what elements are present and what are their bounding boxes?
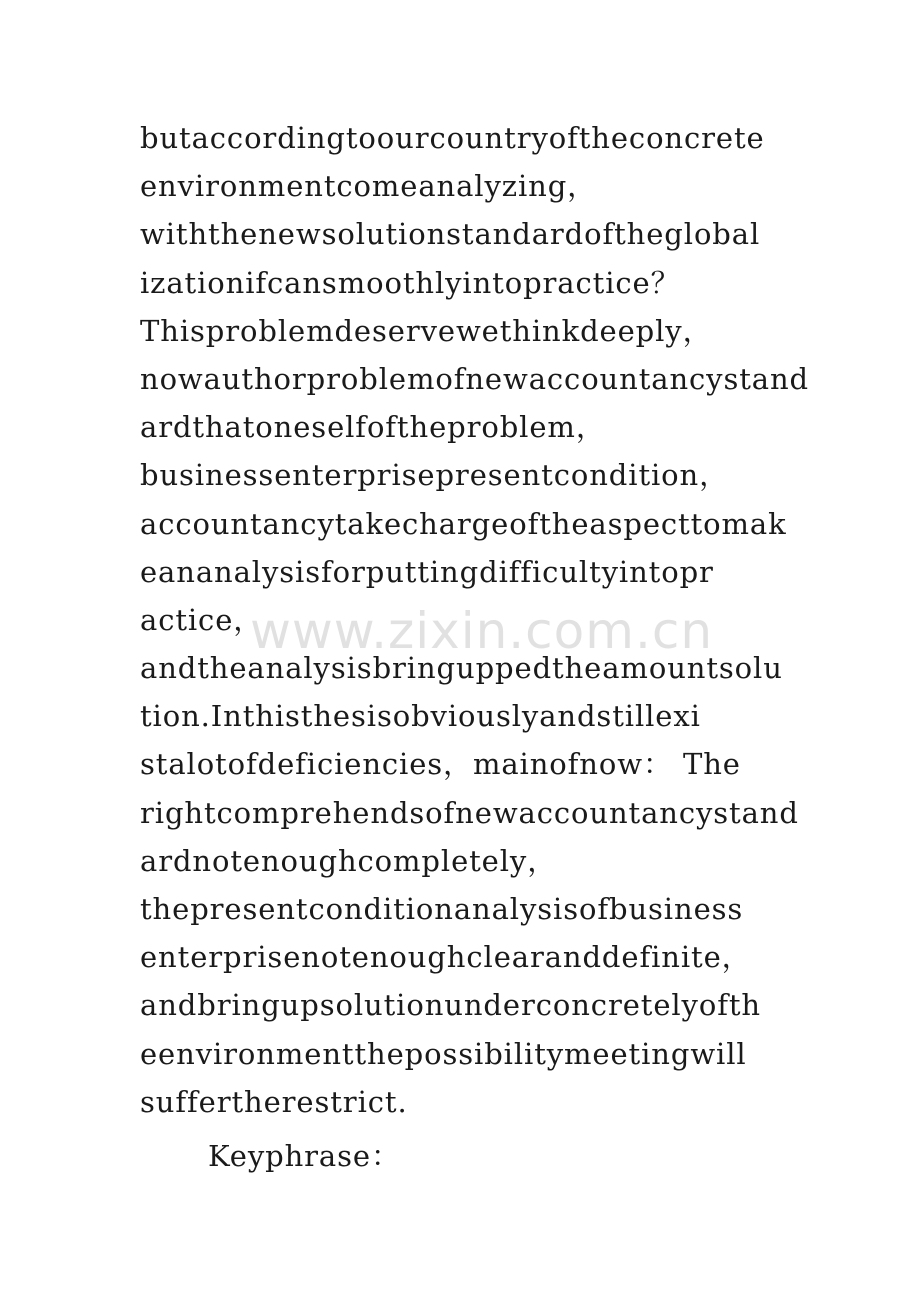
text-line: businessenterprisepresentcondition， — [140, 458, 730, 493]
text-line: eenvironmentthepossibilitymeetingwill — [140, 1036, 747, 1071]
text-line: eananalysisforputtingdifficultyintopr — [140, 554, 714, 589]
text-line: Thisproblemdeservewethinkdeeply， — [140, 313, 713, 348]
text-line: thepresentconditionanalysisofbusiness — [140, 892, 744, 926]
keyphrase-heading: Keyphrase： — [208, 1138, 401, 1173]
text-line: actice， — [140, 602, 264, 637]
text-line: ardthatoneselfoftheproblem， — [140, 410, 606, 445]
text-line: environmentcomeanalyzing， — [140, 169, 598, 204]
text-line: stalotofdeficiencies，mainofnow： The — [140, 747, 741, 782]
text-line: tion.Inthisthesisobviouslyandstillexi — [140, 699, 701, 734]
text-line: suffertherestrict. — [140, 1084, 408, 1119]
text-line: accountancytakechargeoftheaspecttomak — [140, 506, 787, 541]
watermark: www.zixin.com.cn — [250, 602, 714, 660]
text-line: rightcomprehendsofnewaccountancystand — [140, 795, 799, 830]
text-line: nowauthorproblemofnewaccountancystand — [140, 361, 810, 396]
text-line: butaccordingtoourcountryoftheconcrete — [140, 121, 765, 155]
text-line: izationifcansmoothlyintopractice？ — [140, 265, 681, 300]
body-text — [140, 114, 810, 1180]
text-line: andtheanalysisbringuppedtheamountsolu — [140, 651, 783, 686]
text-line: ardnotenoughcompletely， — [140, 843, 558, 878]
text-line: enterprisenotenoughclearanddefinite， — [140, 940, 752, 975]
text-line: andbringupsolutionunderconcretelyofth — [140, 988, 761, 1023]
text-line: withthenewsolutionstandardoftheglobal — [140, 217, 761, 252]
